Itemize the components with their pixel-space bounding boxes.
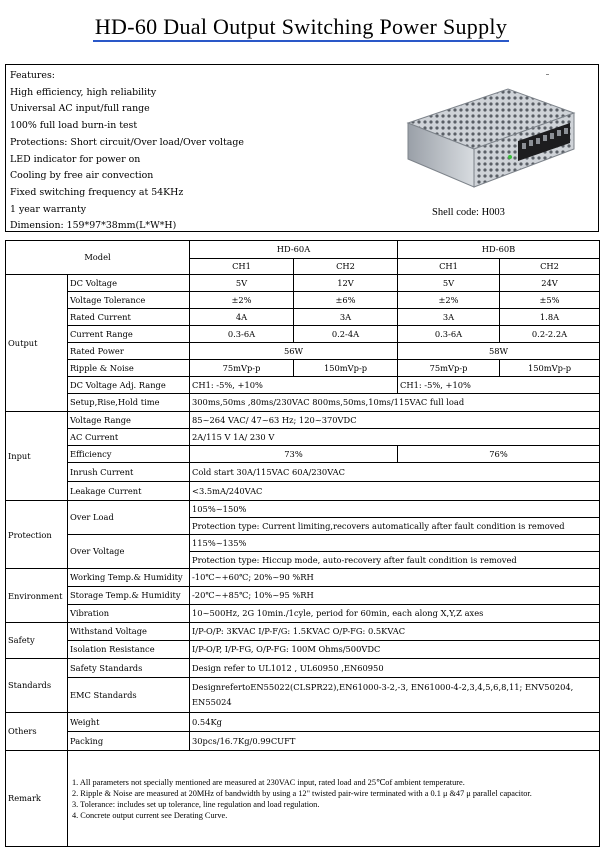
features-heading: Features:: [10, 70, 55, 81]
row-label: Weight: [68, 713, 190, 732]
group-input: Input: [6, 412, 68, 501]
cell-value: 0.3-6A: [398, 326, 500, 343]
group-remark: Remark: [6, 751, 68, 847]
group-protection: Protection: [6, 501, 68, 569]
row-label: Current Range: [68, 326, 190, 343]
feature-item: Cooling by free air convection: [10, 170, 154, 182]
cell-value: Cold start 30A/115VAC 60A/230VAC: [190, 463, 600, 482]
row-label: DC Voltage: [68, 275, 190, 292]
cell-value: CH1: -5%, +10%: [398, 377, 600, 394]
table-row: [6, 605, 600, 623]
feature-item: Fixed switching frequency at 54KHz: [10, 186, 184, 198]
row-label: Efficiency: [68, 446, 190, 463]
group-environment: Environment: [6, 569, 68, 623]
model-label: Model: [6, 241, 190, 275]
cell-value: 0.2-2.2A: [500, 326, 600, 343]
table-row: [6, 412, 600, 429]
table-row: [6, 309, 600, 326]
row-label: Over Voltage: [68, 535, 190, 569]
cell-value: 56W: [190, 343, 398, 360]
table-row: [6, 713, 600, 732]
cell-value: Design refer to UL1012 , UL60950 ,EN60950: [190, 659, 600, 678]
cell-value: -20℃~+85℃; 10%~95 %RH: [190, 587, 600, 605]
cell-value: 75mVp-p: [190, 360, 294, 377]
cell-value: 58W: [398, 343, 600, 360]
group-standards: Standards: [6, 659, 68, 713]
remark-list: [68, 751, 600, 847]
table-row: [6, 275, 600, 292]
row-label: Inrush Current: [68, 463, 190, 482]
row-label: Leakage Current: [68, 482, 190, 501]
row-label: AC Current: [68, 429, 190, 446]
row-label: Setup,Rise,Hold time: [68, 394, 190, 412]
table-row: [6, 569, 600, 587]
row-label: Voltage Tolerance: [68, 292, 190, 309]
remark-item: 4. Concrete output current see Derating Curve.: [72, 810, 228, 820]
cell-value: 5V: [398, 275, 500, 292]
cell-value: -10℃~+60℃; 20%~90 %RH: [190, 569, 600, 587]
power-supply-product-image: [398, 83, 576, 193]
cell-value: 12V: [294, 275, 398, 292]
table-row: [6, 678, 600, 713]
remark-item: 2. Ripple & Noise are measured at 20MHz of bandwidth by using a 12" twisted pair-wire terminated with a 0.1 μ &47 μ parallel capacitor.: [72, 788, 532, 798]
cell-value: 2A/115 V 1A/ 230 V: [190, 429, 600, 446]
ch2-header: CH2: [294, 259, 398, 275]
cell-value: Protection type: Current limiting,recovers automatically after fault condition is removed: [190, 518, 600, 535]
feature-item: 100% full load burn-in test: [10, 120, 138, 132]
table-row: [6, 641, 600, 659]
ch2-header: CH2: [500, 259, 600, 275]
cell-value: [190, 678, 600, 713]
feature-item: Protections: Short circuit/Over load/Over voltage: [10, 136, 244, 148]
cell-value: I/P-O/P: 3KVAC I/P-F/G: 1.5KVAC O/P-FG: 0.5KVAC: [190, 623, 600, 641]
table-row: [6, 463, 600, 482]
cell-value: 1.8A: [500, 309, 600, 326]
row-label: Voltage Range: [68, 412, 190, 429]
feature-item: Universal AC input/full range: [10, 103, 150, 115]
cell-value: ±6%: [294, 292, 398, 309]
table-row: [6, 394, 600, 412]
emc-line: DesignrefertoEN55022(CLSPR22),EN61000-3-2,-3, EN61000-4-2,3,4,5,6,8,11; ENV50204,: [192, 682, 574, 692]
table-row: [6, 535, 600, 552]
row-label: Vibration: [68, 605, 190, 623]
shell-code: Shell code: H003: [432, 207, 505, 218]
row-label: Safety Standards: [68, 659, 190, 678]
cell-value: 150mVp-p: [294, 360, 398, 377]
cell-value: <3.5mA/240VAC: [190, 482, 600, 501]
cell-value: 30pcs/16.7Kg/0.99CUFT: [190, 732, 600, 751]
row-label: Working Temp.& Humidity: [68, 569, 190, 587]
cell-value: 85~264 VAC/ 47~63 Hz; 120~370VDC: [190, 412, 600, 429]
remark-item: 3. Tolerance: includes set up tolerance, line regulation and load regulation.: [72, 799, 320, 809]
table-row: [6, 587, 600, 605]
cell-value: CH1: -5%, +10%: [190, 377, 398, 394]
table-row: [6, 377, 600, 394]
emc-line: EN55024: [192, 697, 232, 707]
table-row: [6, 326, 600, 343]
cell-value: Protection type: Hiccup mode, auto-recovery after fault condition is removed: [190, 552, 600, 569]
table-row: [6, 292, 600, 309]
page-title: HD-60 Dual Output Switching Power Supply: [0, 14, 602, 42]
cell-value: 24V: [500, 275, 600, 292]
feature-item: 1 year warranty: [10, 203, 87, 215]
cell-value: 5V: [190, 275, 294, 292]
remark-item: 1. All parameters not specially mentioned are measured at 230VAC input, rated load and 25℃of ambient temperature.: [72, 777, 465, 787]
table-row: [6, 482, 600, 501]
row-label: Rated Power: [68, 343, 190, 360]
table-row: [6, 751, 600, 847]
row-label: Storage Temp.& Humidity: [68, 587, 190, 605]
cell-value: 0.2-4A: [294, 326, 398, 343]
cell-value: ±2%: [398, 292, 500, 309]
cell-value: 300ms,50ms ,80ms/230VAC 800ms,50ms,10ms/115VAC full load: [190, 394, 600, 412]
features-list: [10, 68, 244, 235]
row-label: Ripple & Noise: [68, 360, 190, 377]
row-label: Rated Current: [68, 309, 190, 326]
cell-value: 3A: [294, 309, 398, 326]
model-a-header: HD-60A: [190, 241, 398, 259]
feature-item: LED indicator for power on: [10, 153, 141, 165]
cell-value: 76%: [398, 446, 600, 463]
row-label: EMC Standards: [68, 678, 190, 713]
table-row: [6, 241, 600, 259]
table-row: [6, 360, 600, 377]
cell-value: 3A: [398, 309, 500, 326]
ch1-header: CH1: [398, 259, 500, 275]
cell-value: 75mVp-p: [398, 360, 500, 377]
table-row: [6, 429, 600, 446]
feature-item: Dimension: 159*97*38mm(L*W*H): [10, 220, 177, 232]
cell-value: ±2%: [190, 292, 294, 309]
model-b-header: HD-60B: [398, 241, 600, 259]
group-output: Output: [6, 275, 68, 412]
table-row: [6, 732, 600, 751]
row-label: Over Load: [68, 501, 190, 535]
table-row: [6, 659, 600, 678]
cell-value: 105%~150%: [190, 501, 600, 518]
cell-value: 115%~135%: [190, 535, 600, 552]
cell-value: ±5%: [500, 292, 600, 309]
table-row: [6, 501, 600, 518]
cell-value: 4A: [190, 309, 294, 326]
row-label: Isolation Resistance: [68, 641, 190, 659]
row-label: DC Voltage Adj. Range: [68, 377, 190, 394]
decorative-dot: [546, 74, 549, 75]
cell-value: 0.3-6A: [190, 326, 294, 343]
group-safety: Safety: [6, 623, 68, 659]
spec-table: [5, 240, 600, 847]
cell-value: 10~500Hz, 2G 10min./1cyle, period for 60min, each along X,Y,Z axes: [190, 605, 600, 623]
table-row: [6, 446, 600, 463]
table-row: [6, 623, 600, 641]
row-label: Packing: [68, 732, 190, 751]
cell-value: 73%: [190, 446, 398, 463]
table-row: [6, 343, 600, 360]
ch1-header: CH1: [190, 259, 294, 275]
cell-value: 0.54Kg: [190, 713, 600, 732]
row-label: Withstand Voltage: [68, 623, 190, 641]
cell-value: 150mVp-p: [500, 360, 600, 377]
cell-value: I/P-O/P, I/P-FG, O/P-FG: 100M Ohms/500VDC: [190, 641, 600, 659]
feature-item: High efficiency, high reliability: [10, 86, 157, 98]
group-others: Others: [6, 713, 68, 751]
